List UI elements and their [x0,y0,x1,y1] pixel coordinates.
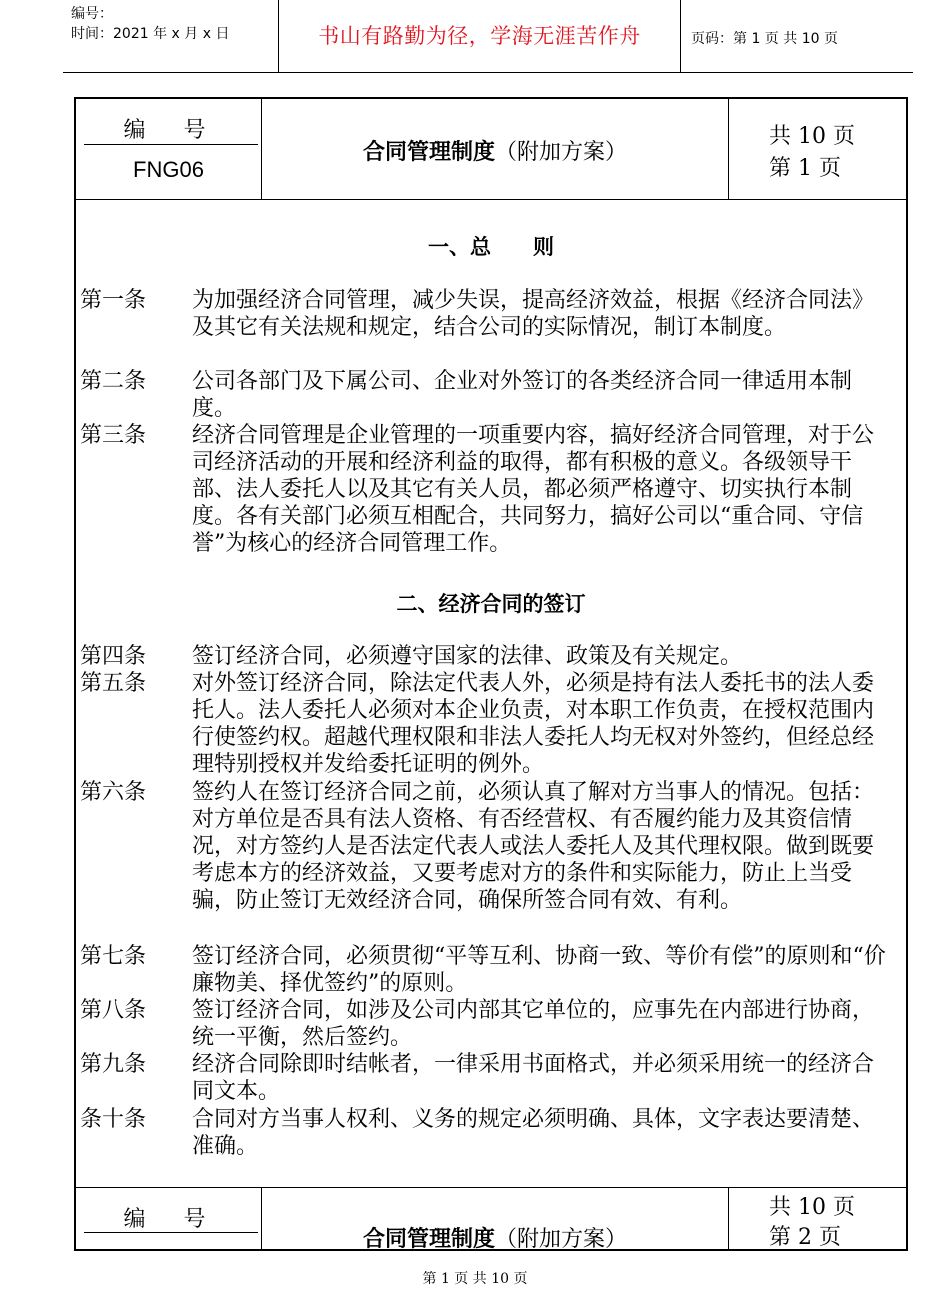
section-title: 一、总 则 [428,235,554,259]
article-label: 条十条 [80,1107,147,1132]
title-sub: （附加方案） [495,140,628,165]
current-page: 第 2 页 [769,1225,841,1250]
article-text: 签订经济合同，必须贯彻“平等互利、协商一致、等价有偿”的原则和“价廉物美、择优签约”的原则。 [192,944,886,996]
section-title: 二、经济合同的签订 [396,592,586,616]
article-text: 签订经济合同，必须遵守国家的法律、政策及有关规定。 [192,644,743,669]
running-header [63,0,913,73]
document-frame [74,97,908,1251]
divider [680,0,681,72]
doc-title [262,1222,728,1253]
total-pages: 共 10 页 [769,1195,855,1220]
page-count-cell [728,1188,907,1250]
current-page: 第 1 页 [769,156,841,181]
number-label: 编号 [123,1207,244,1232]
article-label: 第九条 [80,1052,147,1077]
article-text: 经济合同除即时结帐者，一律采用书面格式，并必须采用统一的经济合同文本。 [192,1052,875,1104]
divider [84,144,258,145]
article-label: 第三条 [80,423,147,448]
total-pages: 共 10 页 [769,124,855,149]
article-label: 第八条 [80,998,147,1023]
article-text: 经济合同管理是企业管理的一项重要内容，搞好经济合同管理，对于公司经济活动的开展和经济利益的取得，都有积极的意义。各级领导干部、法人委托人以及其它有关人员，都必须严格遵守、切实执行本制度。各有关部门必须互相配合，共同努力，搞好公司以“重合同、守信誉”为核心的经济合同管理工作。 [192,423,875,556]
title-main: 合同管理制度 [362,140,495,165]
motto: 书山有路勤为径，学海无涯苦作舟 [318,24,641,48]
time-label: 时间：2021 年 x 月 x 日 [71,26,230,42]
number-label: 编号 [123,118,244,143]
doc-meta [71,4,229,44]
article-text: 合同对方当事人权利、义务的规定必须明确、具体，文字表达要清楚、准确。 [192,1107,875,1159]
number-label: 编号： [71,6,113,22]
article-text: 公司各部门及下属公司、企业对外签订的各类经济合同一律适用本制度。 [192,369,853,421]
doc-title [262,135,728,166]
article-label: 第一条 [80,288,147,313]
article-label: 第四条 [80,644,147,669]
article-text: 对外签订经济合同，除法定代表人外，必须是持有法人委托书的法人委托人。法人委托人必须对本企业负责，对本职工作负责，在授权范围内行使签约权。超越代理权限和非法人委托人均无权对外签约，但经总经理特别授权并发给委托证明的例外。 [192,671,875,777]
article-text: 为加强经济合同管理，减少失误，提高经济效益，根据《经济合同法》及其它有关法规和规定，结合公司的实际情况，制订本制度。 [192,288,875,340]
page-count-cell [728,99,907,199]
form-header [76,99,906,200]
title-main: 合同管理制度 [362,1227,495,1252]
article-text: 签约人在签订经济合同之前，必须认真了解对方当事人的情况。包括：对方单位是否具有法人资格、有否经营权、有否履约能力及其资信情况，对方签约人是否法定代表人或法人委托人及其代理权限。做到既要考虑本方的经济效益，又要考虑对方的条件和实际能力，防止上当受骗，防止签订无效经济合同，确保所签合同有效、有利。 [192,780,875,913]
article-text: 签订经济合同，如涉及公司内部其它单位的，应事先在内部进行协商，统一平衡，然后签约。 [192,998,875,1050]
doc-code: FNG06 [133,157,204,182]
number-cell [76,99,262,199]
next-page-header [76,1187,906,1250]
article-label: 第六条 [80,780,147,805]
article-label: 第五条 [80,671,147,696]
page-info: 页码：第 1 页 共 10 页 [691,31,838,47]
article-label: 第七条 [80,944,147,969]
page-footer: 第 1 页 共 10 页 [422,1271,528,1287]
divider [84,1232,258,1233]
number-cell [76,1188,262,1250]
article-label: 第二条 [80,369,147,394]
title-sub: （附加方案） [495,1227,628,1252]
